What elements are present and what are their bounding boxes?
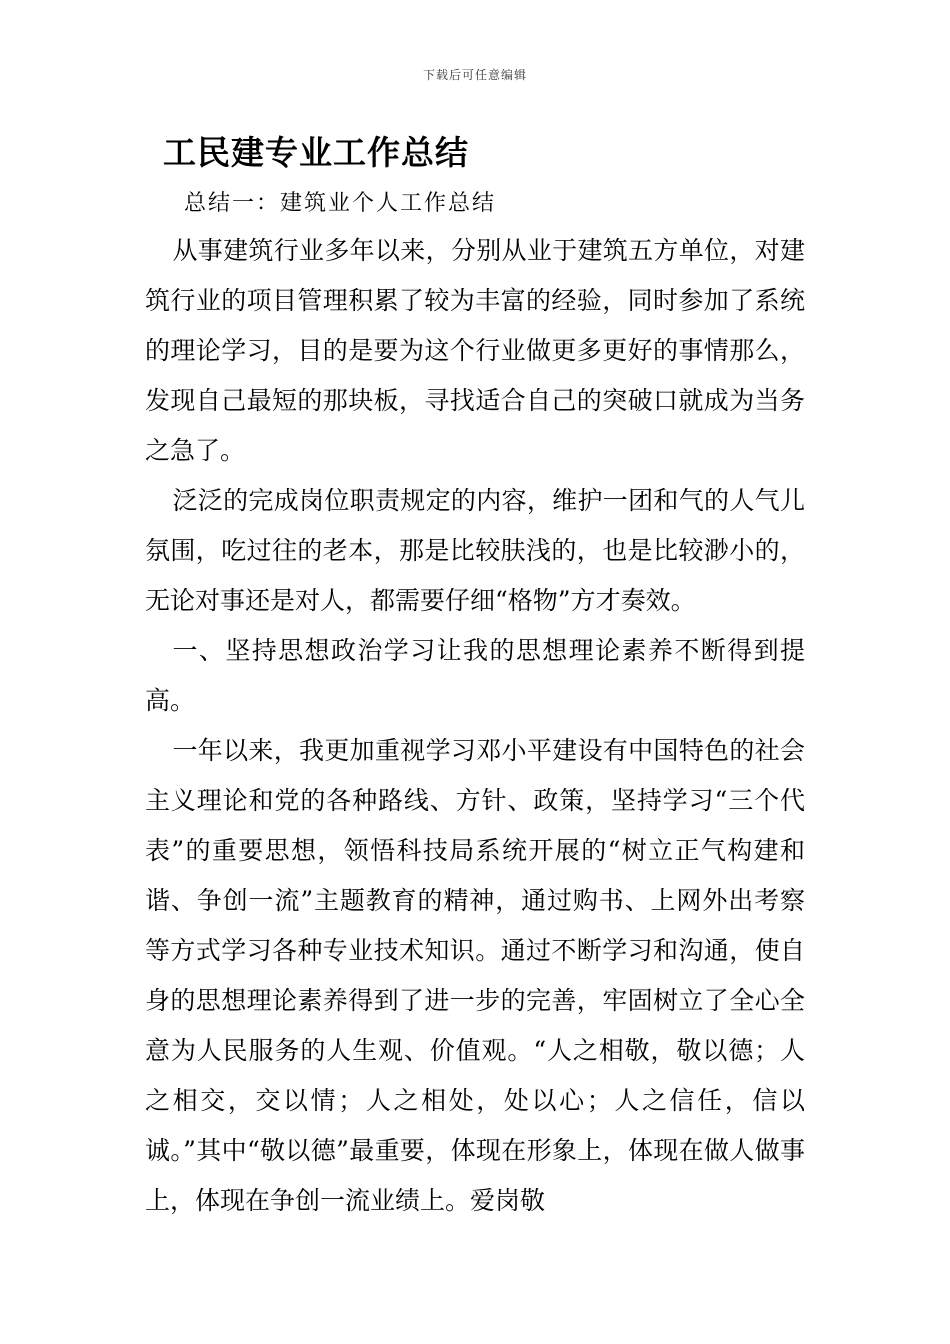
- document-body: [145, 226, 805, 1226]
- paragraph-intro: 从事建筑行业多年以来，分别从业于建筑五方单位，对建筑行业的项目管理积累了较为丰富的经验，同时参加了系统的理论学习，目的是要为这个行业做更多更好的事情那么，发现自己最短的那块板，寻找适合自己的突破口就成为当务之急了。: [145, 236, 805, 465]
- document-title: 工民建专业工作总结: [163, 133, 469, 172]
- document-subtitle: 总结一：建筑业个人工作总结: [184, 191, 497, 216]
- page-header-note: 下载后可任意编辑: [422, 68, 527, 82]
- section-heading-1: 一、坚持思想政治学习让我的思想理论素养不断得到提高。: [145, 636, 805, 715]
- paragraph-approach: 泛泛的完成岗位职责规定的内容，维护一团和气的人气儿氛围，吃过往的老本，那是比较肤浅的，也是比较渺小的，无论对事还是对人，都需要仔细“格物”方才奏效。: [145, 486, 805, 615]
- paragraph-study: 一年以来，我更加重视学习邓小平建设有中国特色的社会主义理论和党的各种路线、方针、政策，坚持学习“三个代表”的重要思想，领悟科技局系统开展的“树立正气构建和谐、争创一流”主题教育的精神，通过购书、上网外出考察等方式学习各种专业技术知识。通过不断学习和沟通，使自身的思想理论素养得到了进一步的完善，牢固树立了全心全意为人民服务的人生观、价值观。“人之相敬，敬以德；人之相交，交以情；人之相处，处以心；人之信任，信以诚。”其中“敬以德”最重要，体现在形象上，体现在做人做事上，体现在争创一流业绩上。爱岗敬: [145, 736, 805, 1215]
